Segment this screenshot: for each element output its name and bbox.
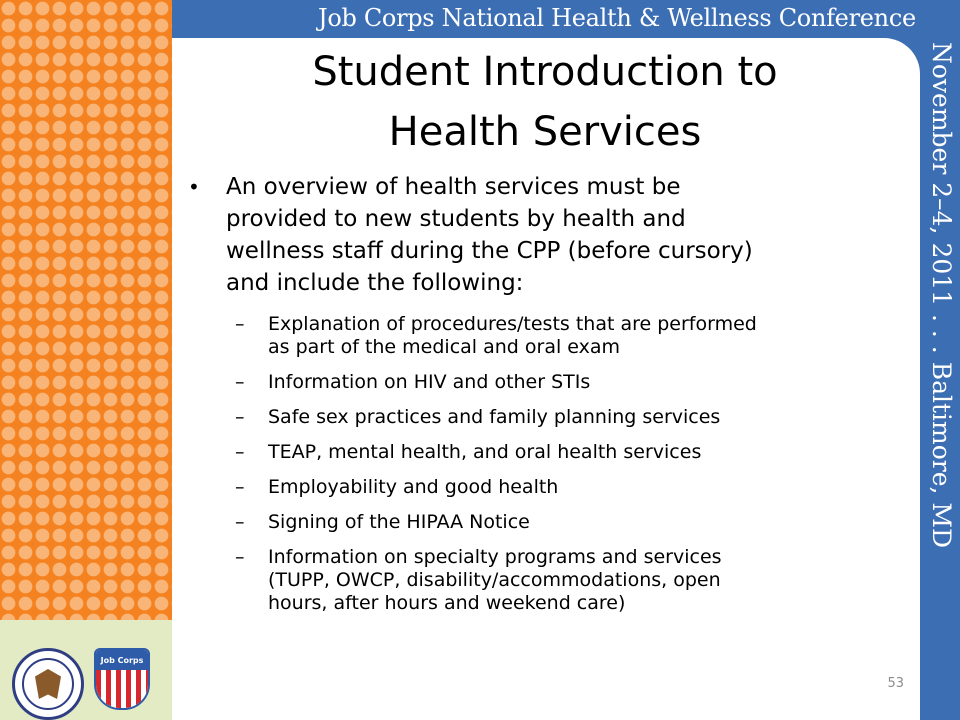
list-item-line: Employability and good health <box>268 476 559 498</box>
bullet-marker: • <box>188 175 200 199</box>
list-item-text <box>268 441 895 464</box>
main-bullet <box>188 171 888 299</box>
title-line-2: Health Services <box>388 109 702 155</box>
main-bullet-line: provided to new students by health and <box>226 206 686 232</box>
dash-marker: – <box>235 441 245 463</box>
list-item-text <box>268 406 895 429</box>
list-item-line: TEAP, mental health, and oral health services <box>268 441 702 463</box>
department-of-labor-seal-icon <box>12 648 84 720</box>
list-item-line: Information on HIV and other STIs <box>268 371 591 393</box>
slide-title <box>200 42 890 162</box>
list-item-text <box>268 546 895 615</box>
dash-marker: – <box>235 476 245 498</box>
date-location-text: November 2–4, 2011 . . . Baltimore, MD <box>927 42 956 549</box>
job-corps-logo-stripes <box>96 670 148 710</box>
title-line-1: Student Introduction to <box>312 49 778 95</box>
list-item-line: Signing of the HIPAA Notice <box>268 511 530 533</box>
list-item-line: Explanation of procedures/tests that are performed <box>268 313 757 335</box>
main-bullet-line: An overview of health services must be <box>226 174 681 200</box>
list-item-line: Information on specialty programs and services <box>268 546 722 568</box>
list-item-text <box>268 313 895 359</box>
dash-marker: – <box>235 511 245 533</box>
list-item <box>235 511 895 534</box>
list-item <box>235 476 895 499</box>
main-bullet-text <box>226 171 888 299</box>
list-item-line: as part of the medical and oral exam <box>268 336 621 358</box>
eagle-icon <box>35 669 61 699</box>
dash-marker: – <box>235 546 245 568</box>
list-item-line: hours, after hours and weekend care) <box>268 592 626 614</box>
dash-marker: – <box>235 313 245 335</box>
list-item <box>235 313 895 359</box>
list-item-line: (TUPP, OWCP, disability/accommodations, open <box>268 569 721 591</box>
main-bullet-line: and include the following: <box>226 270 524 296</box>
decorative-dotted-strip <box>0 0 172 620</box>
list-item <box>235 546 895 615</box>
list-item-line: Safe sex practices and family planning services <box>268 406 721 428</box>
job-corps-logo-icon <box>94 648 150 710</box>
list-item-text <box>268 371 895 394</box>
list-item-text <box>268 476 895 499</box>
list-item <box>235 371 895 394</box>
dash-marker: – <box>235 371 245 393</box>
list-item-text <box>268 511 895 534</box>
page-number: 53 <box>887 676 904 691</box>
conference-title: Job Corps National Health & Wellness Conference <box>318 4 916 32</box>
list-item <box>235 406 895 429</box>
sub-bullet-list <box>235 313 895 627</box>
dash-marker: – <box>235 406 245 428</box>
list-item <box>235 441 895 464</box>
job-corps-logo-label: Job Corps <box>96 650 148 670</box>
seal-inner-ring <box>22 658 74 710</box>
main-bullet-line: wellness staff during the CPP (before cursory) <box>226 238 753 264</box>
